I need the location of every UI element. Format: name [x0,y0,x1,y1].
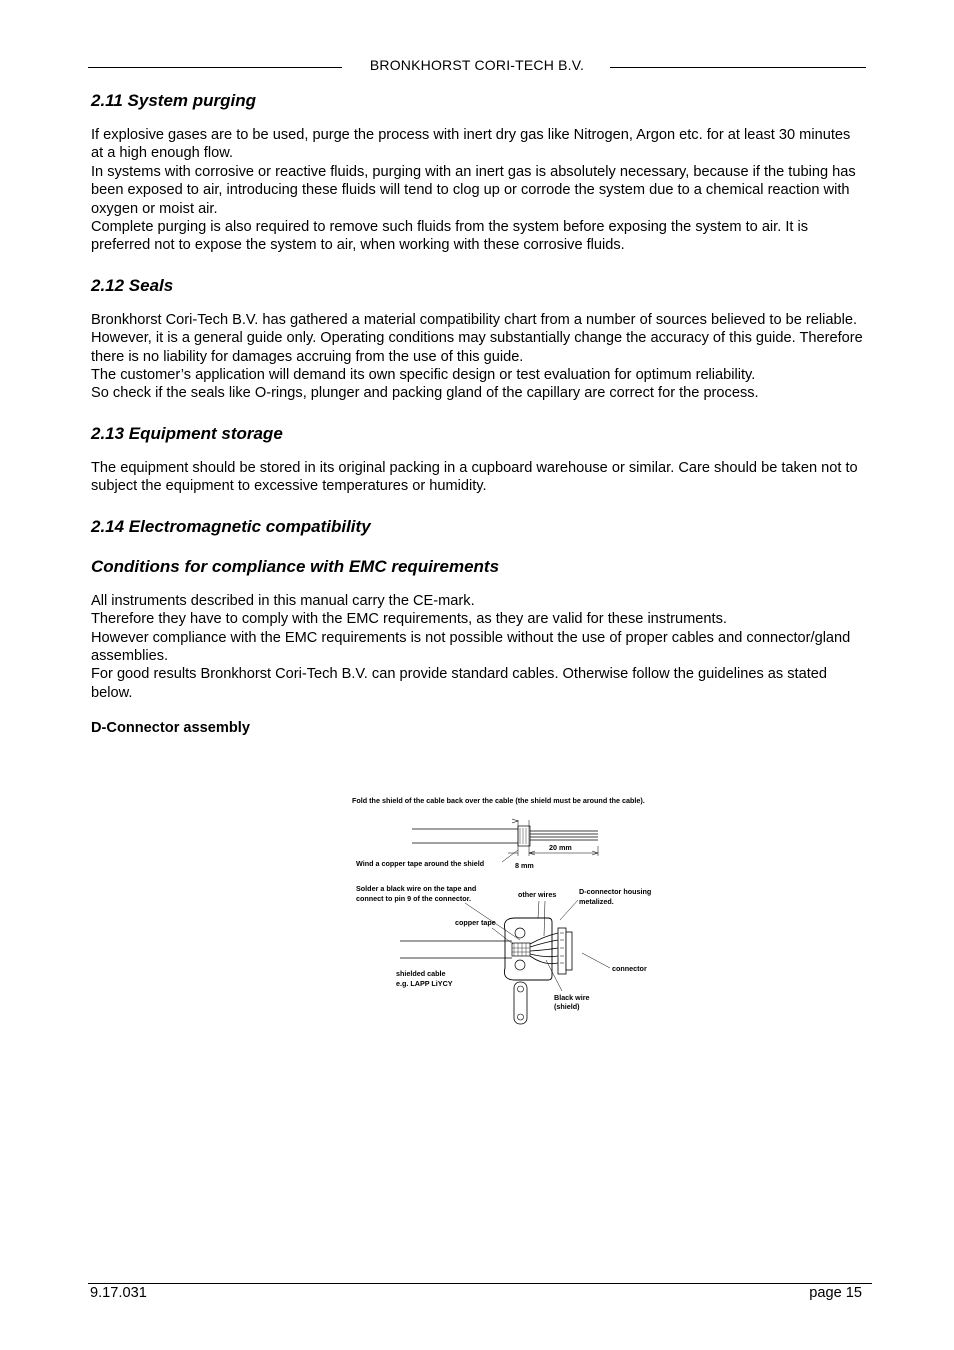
paragraph: For good results Bronkhorst Cori-Tech B.V. can provide standard cables. Otherwise follow the guidelines as stated below. [91,666,828,701]
page-footer [88,1283,872,1301]
paragraph: However, it is a general guide only. Operating conditions may substantially change the accuracy of this guide. Therefore there is no liability for damages accruing from the use of this guide. [91,330,863,365]
wind-tape-label: Wind a copper tape around the shield [356,859,485,868]
solder-label-2: connect to pin 9 of the connector. [356,894,472,903]
connector-label: connector [612,964,647,973]
paragraph: If explosive gases are to be used, purge the process with inert dry gas like Nitrogen, Argon etc. for at least 30 minutes at a high enough flow. [91,127,851,162]
paragraph: The equipment should be stored in its original packing in a cupboard warehouse or similar. Care should be taken not to subject the equipment to excessive temperatures or humidity. [91,459,858,495]
header-rule-right [610,67,866,68]
other-wires-label: other wires [518,890,557,899]
housing-label-2: metalized. [579,897,614,906]
d-connector-figure [340,790,690,1035]
shielded-cable-label-2: e.g. LAPP LiYCY [396,979,453,988]
paragraph: However compliance with the EMC requirements is not possible without the use of proper cables and connector/gland assemblies. [91,629,851,664]
solder-label-1: Solder a black wire on the tape and [356,884,477,893]
paragraph: Bronkhorst Cori-Tech B.V. has gathered a material compatibility chart from a number of sources believed to be reliable. [91,311,858,328]
section-subtitle-emc: Conditions for compliance with EMC requirements [91,556,500,576]
black-wire-label-1: Black wire [554,993,590,1002]
document-number: 9.17.031 [90,1285,147,1301]
d-connector-diagram [340,790,690,1035]
shielded-cable-label-1: shielded cable [396,969,446,978]
paragraph: In systems with corrosive or reactive fluids, purging with an inert gas is absolutely necessary, because if the tubing has been exposed to air, introducing these fluids will tend to clog up or corrode the system due to a chemical reaction with oxygen or moist air. [91,163,856,217]
section-title-purging: 2.11 System purging [91,91,257,110]
page-number: page 15 [809,1285,862,1301]
section-title-seals: 2.12 Seals [91,275,174,295]
paragraph: Complete purging is also required to remove such fluids from the system before exposing the system to air. It is preferred not to expose the system to air, when working with these corrosive fluids. [91,219,809,254]
copper-tape-label: copper tape [455,918,496,927]
page-header [88,57,866,79]
page-content [91,88,866,738]
fold-note: Fold the shield of the cable back over the cable (the shield must be around the cable). [352,796,645,805]
black-wire-label-2: (shield) [554,1002,580,1011]
paragraph: Therefore they have to comply with the EMC requirements, as they are valid for these instruments. [91,611,727,628]
dim-8mm: 8 mm [515,861,534,870]
d-connector-heading: D-Connector assembly [91,720,250,737]
paragraph: All instruments described in this manual carry the CE-mark. [91,592,475,609]
section-title-emc: 2.14 Electromagnetic compatibility [91,516,371,536]
header-company: BRONKHORST CORI-TECH B.V. [369,57,585,73]
housing-label-1: D-connector housing [579,887,652,896]
section-title-storage: 2.13 Equipment storage [91,423,283,443]
dim-20mm: 20 mm [549,843,572,852]
paragraph: The customer’s application will demand its own specific design or test evaluation for optimum reliability. [91,367,756,384]
paragraph: So check if the seals like O-rings, plunger and packing gland of the capillary are correct for the process. [91,385,759,402]
